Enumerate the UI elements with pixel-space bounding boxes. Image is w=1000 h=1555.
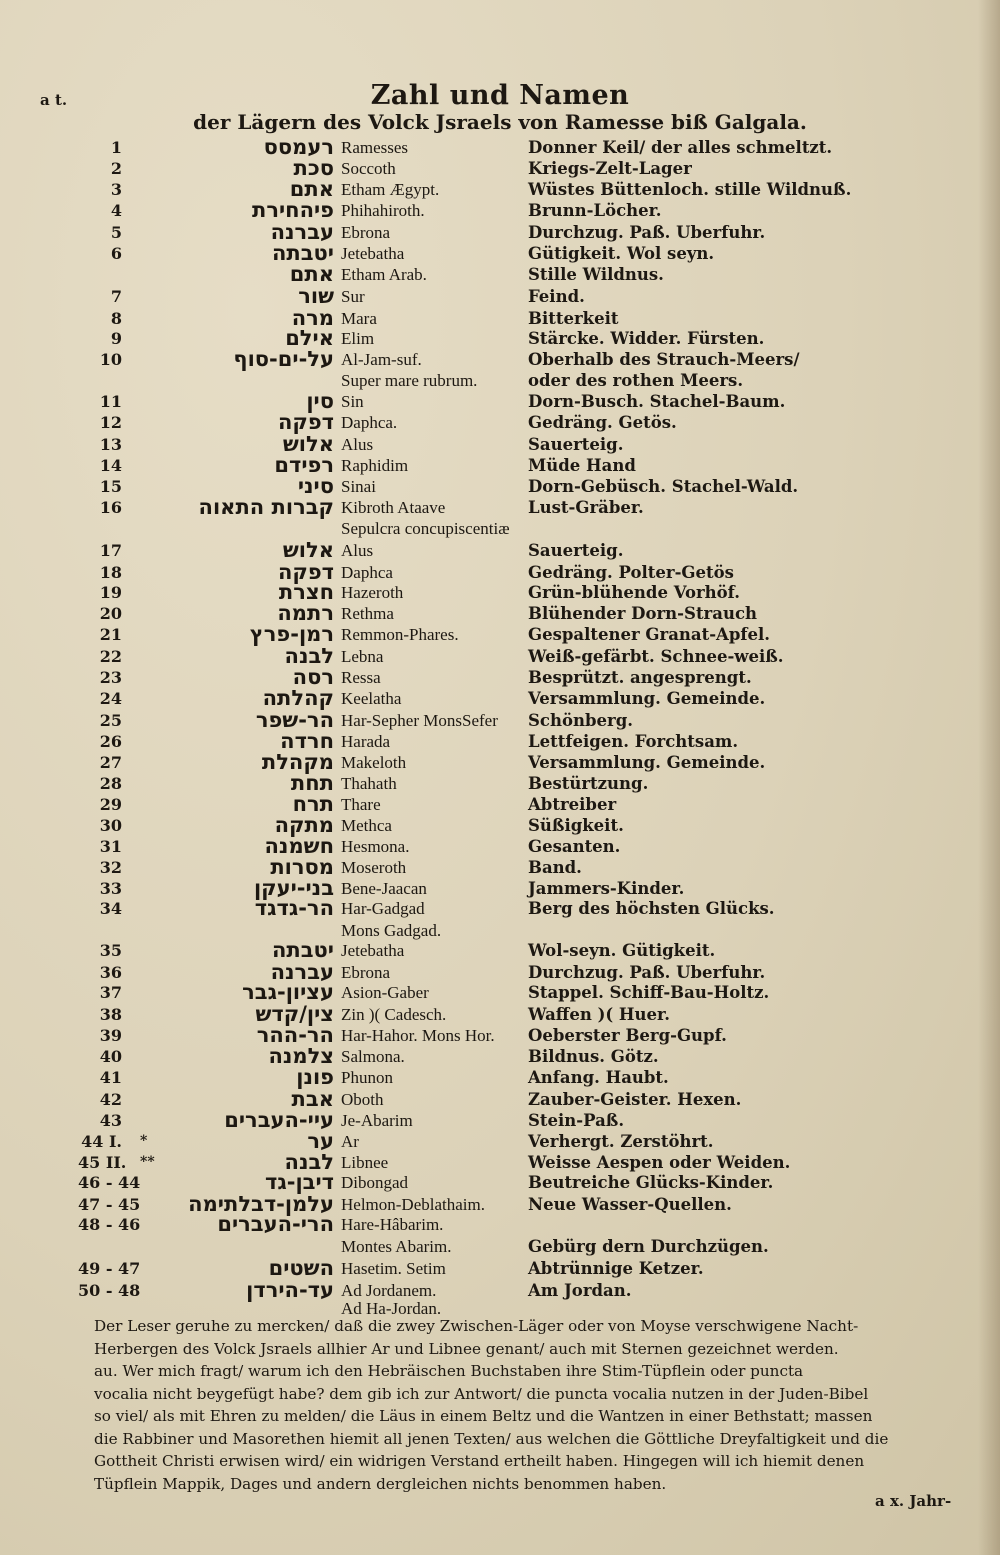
hebrew-name: לבנה	[284, 1150, 334, 1174]
hebrew-name: רתמה	[277, 601, 334, 625]
german-meaning: Zauber-Geister. Hexen.	[528, 1090, 742, 1109]
table-row	[0, 710, 1000, 731]
table-row	[0, 1131, 1000, 1152]
table-row	[0, 731, 1000, 752]
table-row	[0, 1089, 1000, 1110]
table-row	[0, 667, 1000, 688]
station-number: 9	[110, 329, 122, 348]
hebrew-name: לבנה	[284, 644, 334, 668]
table-row	[0, 222, 1000, 243]
german-meaning: Durchzug. Paß. Uberfuhr.	[528, 223, 766, 242]
table-row	[0, 1046, 1000, 1067]
page-catchword: a x. Jahr-	[875, 1492, 952, 1510]
table-row	[0, 391, 1000, 412]
station-number: 26	[99, 732, 122, 751]
german-meaning: Abtreiber	[528, 795, 617, 814]
hebrew-name: אתם	[289, 177, 334, 201]
hebrew-name: חשמנה	[264, 834, 334, 858]
table-row	[0, 1236, 1000, 1257]
station-number: 33	[99, 879, 122, 898]
table-row	[0, 264, 1000, 285]
german-meaning: Bildnus. Götz.	[528, 1047, 659, 1066]
latin-name: Sur	[341, 287, 365, 306]
station-number: 8	[110, 309, 122, 328]
station-number: 48 - 46	[78, 1215, 141, 1234]
station-number: 36	[99, 963, 122, 982]
hebrew-name: עיי-העברים	[224, 1108, 334, 1132]
german-meaning: Sauerteig.	[528, 541, 624, 560]
german-meaning: Stappel. Schiff-Bau-Holtz.	[528, 983, 770, 1002]
latin-name: Lebna	[341, 647, 384, 666]
latin-name: Kibroth Ataave	[341, 498, 446, 517]
german-meaning: Schönberg.	[528, 711, 633, 730]
station-number: 31	[99, 837, 122, 856]
station-number: 46 - 44	[78, 1173, 141, 1192]
latin-name: Alus	[341, 541, 374, 560]
table-row	[0, 200, 1000, 221]
latin-name: Mons Gadgad.	[341, 921, 442, 940]
page-title: Zahl und Namen	[370, 80, 630, 111]
table-row	[0, 646, 1000, 667]
station-number: 47 - 45	[78, 1195, 141, 1214]
german-meaning: Versammlung. Gemeinde.	[528, 753, 766, 772]
latin-name: Ebrona	[341, 963, 391, 982]
station-number: 29	[99, 795, 122, 814]
hebrew-name: קהלתה	[262, 686, 334, 710]
german-meaning: Wol-seyn. Gütigkeit.	[528, 941, 716, 960]
station-number: 4	[110, 201, 122, 220]
hebrew-name: אתם	[289, 262, 334, 286]
german-meaning: Donner Keil/ der alles schmeltzt.	[528, 138, 833, 157]
station-number: 1	[110, 138, 122, 157]
hebrew-name: חרדה	[280, 729, 334, 753]
station-number: 50 - 48	[78, 1281, 141, 1300]
hebrew-name: אילם	[285, 326, 334, 350]
station-number: 28	[99, 774, 122, 793]
footnote-line: so viel/ als mit Ehren zu melden/ die Läus in einem Beltz und die Wantzen in einer Bethstatt; massen	[94, 1407, 873, 1425]
station-number: 20	[99, 604, 122, 623]
latin-name: Phihahiroth.	[341, 201, 425, 220]
table-row	[0, 455, 1000, 476]
hebrew-name: צין/קדש	[255, 1002, 334, 1026]
latin-name: Jetebatha	[341, 244, 405, 263]
table-row	[0, 308, 1000, 329]
table-row	[0, 982, 1000, 1003]
german-meaning: Gespaltener Granat-Apfel.	[528, 625, 771, 644]
german-meaning: Stärcke. Widder. Fürsten.	[528, 329, 765, 348]
hebrew-name: מרה	[291, 306, 334, 330]
table-row	[0, 370, 1000, 391]
table-row	[0, 1152, 1000, 1173]
table-row	[0, 1004, 1000, 1025]
station-number: 22	[99, 647, 122, 666]
latin-name: Salmona.	[341, 1047, 405, 1066]
hebrew-name: הרי-העברים	[217, 1212, 334, 1236]
hebrew-name: אלוש	[282, 432, 334, 456]
latin-name: Ebrona	[341, 223, 391, 242]
german-meaning: Brunn-Löcher.	[528, 201, 662, 220]
table-row	[0, 920, 1000, 941]
german-meaning: Wüstes Büttenloch. stille Wildnuß.	[528, 180, 852, 199]
footnote-line: vocalia nicht beygefügt habe? dem gib ich zur Antwort/ die puncta vocalia nutzen in der Juden-Bibel	[94, 1384, 869, 1403]
latin-name: Montes Abarim.	[341, 1237, 452, 1256]
station-number: 21	[99, 625, 122, 644]
hebrew-name: השטים	[268, 1256, 334, 1280]
latin-name: Remmon-Phares.	[341, 625, 459, 644]
hebrew-name: עציון-גבר	[242, 980, 334, 1004]
latin-name: Super mare rubrum.	[341, 371, 478, 390]
latin-name: Elim	[341, 329, 375, 348]
german-meaning: Weiß-gefärbt. Schnee-weiß.	[528, 647, 784, 666]
hebrew-name: פיהחירת	[251, 198, 334, 222]
hebrew-name: רעמסס	[263, 135, 334, 159]
station-number: 32	[99, 858, 122, 877]
station-number: 27	[99, 753, 122, 772]
table-row	[0, 752, 1000, 773]
latin-name: Alus	[341, 435, 374, 454]
table-row	[0, 1258, 1000, 1279]
german-meaning: Lust-Gräber.	[528, 498, 644, 517]
table-row	[0, 857, 1000, 878]
german-meaning: Am Jordan.	[528, 1281, 632, 1300]
table-row	[0, 434, 1000, 455]
table-row	[0, 836, 1000, 857]
station-number: 24	[99, 689, 122, 708]
latin-name: Har-Hahor. Mons Hor.	[341, 1026, 495, 1045]
latin-name: Je-Abarim	[341, 1111, 413, 1130]
hebrew-name: קברות התאוה	[198, 495, 334, 519]
hebrew-name: עד-הירדן	[246, 1278, 334, 1302]
table-row	[0, 898, 1000, 919]
german-meaning: Anfang. Haubt.	[528, 1068, 669, 1087]
latin-name: Hazeroth	[341, 583, 404, 602]
table-row	[0, 286, 1000, 307]
footnote-line: au. Wer mich fragt/ warum ich den Hebräischen Buchstaben ihre Stim-Tüpflein oder puncta	[94, 1362, 804, 1380]
latin-name: Phunon	[341, 1068, 393, 1087]
latin-name: Jetebatha	[341, 941, 405, 960]
page-subtitle: der Lägern des Volck Jsraels von Ramesse biß Galgala.	[193, 110, 807, 134]
latin-name: Thare	[341, 795, 381, 814]
latin-name: Asion-Gaber	[341, 983, 429, 1002]
station-number: 6	[110, 244, 122, 263]
german-meaning: Bestürtzung.	[528, 774, 649, 793]
station-number: 14	[99, 456, 122, 475]
hebrew-name: תחת	[290, 771, 334, 795]
station-number: 11	[99, 392, 122, 411]
footnote-line: Herbergen des Volck Jsraels allhier Ar und Libnee genant/ auch mit Sternen gezeichnet werden.	[94, 1339, 839, 1358]
station-number: 39	[99, 1026, 122, 1045]
station-number: 34	[99, 899, 122, 918]
station-number: 10	[99, 350, 122, 369]
station-number: 44 I.	[81, 1132, 122, 1151]
german-meaning: Blühender Dorn-Strauch	[528, 604, 757, 623]
hebrew-name: מתקה	[274, 813, 334, 837]
latin-name: Zin )( Cadesch.	[341, 1005, 447, 1024]
station-number: 25	[99, 711, 122, 730]
latin-name: Oboth	[341, 1090, 384, 1109]
latin-name: Har-Gadgad	[341, 899, 425, 918]
hebrew-name: רמן-פרץ	[249, 622, 334, 646]
station-number: 15	[99, 477, 122, 496]
table-row	[0, 518, 1000, 539]
table-row	[0, 1194, 1000, 1215]
station-number: 43	[99, 1111, 122, 1130]
table-row	[0, 603, 1000, 624]
german-meaning: Oberhalb des Strauch-Meers/	[528, 350, 800, 369]
station-number: 5	[110, 223, 122, 242]
latin-name: Hare-Hâbarim.	[341, 1215, 444, 1234]
table-row	[0, 243, 1000, 264]
latin-name: Sin	[341, 392, 364, 411]
hebrew-name: הר-גדגד	[254, 896, 334, 920]
hebrew-name: הר-שפר	[255, 708, 334, 732]
table-row	[0, 497, 1000, 518]
latin-name: Hasetim. Setim	[341, 1259, 446, 1278]
german-meaning: Stille Wildnus.	[528, 265, 664, 284]
latin-name: Rethma	[341, 604, 394, 623]
hebrew-name: חצרת	[278, 580, 334, 604]
german-meaning: Gesanten.	[528, 837, 621, 856]
german-meaning: Weisse Aespen oder Weiden.	[528, 1153, 791, 1172]
german-meaning: Süßigkeit.	[528, 816, 624, 835]
latin-name: Libnee	[341, 1153, 389, 1172]
latin-name: Ad Ha-Jordan.	[341, 1299, 442, 1318]
latin-name: Daphca.	[341, 413, 398, 432]
hebrew-name: אלוש	[282, 538, 334, 562]
hebrew-name: סכת	[293, 156, 334, 180]
german-meaning: Abtrünnige Ketzer.	[528, 1259, 704, 1278]
table-row	[0, 1214, 1000, 1235]
footnote-line: die Rabbiner und Masorethen hiemit all jenen Texten/ aus welchen die Göttliche Dreyfaltigkeit und die	[94, 1429, 889, 1448]
german-meaning: Besprützt. angesprengt.	[528, 668, 752, 687]
hebrew-name: סין	[306, 389, 334, 413]
latin-name: Daphca	[341, 563, 393, 582]
german-meaning: Dorn-Busch. Stachel-Baum.	[528, 392, 786, 411]
hebrew-name: דפקה	[277, 560, 334, 584]
station-number: 19	[99, 583, 122, 602]
table-row	[0, 476, 1000, 497]
hebrew-name: אבת	[291, 1087, 334, 1111]
german-meaning: Stein-Paß.	[528, 1111, 625, 1130]
hebrew-name: בני-יעקן	[253, 876, 334, 900]
latin-name: Moseroth	[341, 858, 407, 877]
table-row	[0, 137, 1000, 158]
german-meaning: Sauerteig.	[528, 435, 624, 454]
latin-name: Helmon-Deblathaim.	[341, 1195, 485, 1214]
station-number: 40	[99, 1047, 122, 1066]
german-meaning: Bitterkeit	[528, 309, 619, 328]
table-row	[0, 940, 1000, 961]
station-number: 30	[99, 816, 122, 835]
german-meaning: Müde Hand	[528, 456, 636, 475]
station-number: 41	[99, 1068, 122, 1087]
table-row	[0, 1025, 1000, 1046]
table-row	[0, 962, 1000, 983]
hebrew-name: רסה	[292, 665, 334, 689]
german-meaning: Gütigkeit. Wol seyn.	[528, 244, 715, 263]
station-number: 12	[99, 413, 122, 432]
station-number: 45 II.	[78, 1153, 127, 1172]
footnote-line: Tüpflein Mappik, Dages und andern dergleichen nichts benommen haben.	[94, 1474, 667, 1493]
latin-name: Sinai	[341, 477, 376, 496]
german-meaning: Neue Wasser-Quellen.	[528, 1195, 732, 1214]
station-number: 37	[99, 983, 122, 1002]
table-row	[0, 773, 1000, 794]
german-meaning: Grün-blühende Vorhöf.	[528, 583, 740, 602]
latin-name: Ar	[341, 1132, 359, 1151]
german-meaning: Verhergt. Zerstöhrt.	[528, 1132, 714, 1151]
hebrew-name: תרח	[292, 792, 334, 816]
latin-name: Keelatha	[341, 689, 402, 708]
hebrew-name: שור	[298, 284, 334, 308]
table-row	[0, 1110, 1000, 1131]
german-meaning: Waffen )( Huer.	[528, 1005, 670, 1024]
hebrew-name: יטבתה	[271, 938, 334, 962]
hebrew-name: צלמנה	[268, 1044, 334, 1068]
table-row	[0, 540, 1000, 561]
station-number: 13	[99, 435, 122, 454]
latin-name: Ressa	[341, 668, 381, 687]
hebrew-name: ער	[307, 1129, 334, 1153]
hebrew-name: פונן	[296, 1065, 334, 1089]
table-row	[0, 794, 1000, 815]
hebrew-name: מקהלת	[261, 750, 334, 774]
latin-name: Makeloth	[341, 753, 407, 772]
station-number: 17	[99, 541, 122, 560]
table-row	[0, 328, 1000, 349]
table-row	[0, 688, 1000, 709]
station-number: 16	[99, 498, 122, 517]
hebrew-name: הר-ההר	[256, 1023, 334, 1047]
german-meaning: Feind.	[528, 287, 585, 306]
latin-name: Thahath	[341, 774, 397, 793]
latin-name: Raphidim	[341, 456, 409, 475]
german-meaning: Lettfeigen. Forchtsam.	[528, 732, 739, 751]
station-number: 7	[110, 287, 122, 306]
latin-name: Etham Ægypt.	[341, 180, 440, 199]
latin-name: Bene-Jaacan	[341, 879, 427, 898]
hebrew-name: על-ים-סוף	[233, 347, 334, 371]
latin-name: Ramesses	[341, 138, 409, 157]
star-marker: *	[140, 1133, 148, 1149]
station-number: 38	[99, 1005, 122, 1024]
latin-name: Hesmona.	[341, 837, 410, 856]
station-number: 23	[99, 668, 122, 687]
german-meaning: Versammlung. Gemeinde.	[528, 689, 766, 708]
latin-name: Mara	[341, 309, 377, 328]
latin-name: Etham Arab.	[341, 265, 427, 284]
hebrew-name: יטבתה	[271, 241, 334, 265]
german-meaning: Durchzug. Paß. Uberfuhr.	[528, 963, 766, 982]
hebrew-name: עברנה	[270, 220, 334, 244]
german-meaning: Beutreiche Glücks-Kinder.	[528, 1173, 774, 1192]
table-row	[0, 878, 1000, 899]
table-row	[0, 562, 1000, 583]
hebrew-name: סיני	[297, 474, 334, 498]
german-meaning: Berg des höchsten Glücks.	[528, 899, 775, 918]
hebrew-name: רפידם	[274, 453, 334, 477]
hebrew-name: עלמן-דבלתימה	[188, 1192, 334, 1216]
table-row	[0, 624, 1000, 645]
german-meaning: Gedräng. Getös.	[528, 413, 677, 432]
latin-name: Harada	[341, 732, 391, 751]
latin-name: Al-Jam-suf.	[341, 350, 422, 369]
table-row	[0, 412, 1000, 433]
table-row	[0, 1067, 1000, 1088]
german-meaning: Band.	[528, 858, 582, 877]
star-marker: **	[140, 1154, 155, 1170]
hebrew-name: עברנה	[270, 960, 334, 984]
table-row	[0, 158, 1000, 179]
table-row	[0, 815, 1000, 836]
german-meaning: Gedräng. Polter-Getös	[528, 563, 734, 582]
page-signature-left: a t.	[40, 91, 68, 109]
german-meaning: Kriegs-Zelt-Lager	[528, 159, 692, 178]
latin-name: Methca	[341, 816, 392, 835]
latin-name: Har-Sepher MonsSefer	[341, 711, 498, 730]
latin-name: Dibongad	[341, 1173, 409, 1192]
station-number: 35	[99, 941, 122, 960]
german-meaning: Gebürg dern Durchzügen.	[528, 1237, 769, 1256]
german-meaning: Oeberster Berg-Gupf.	[528, 1026, 727, 1045]
german-meaning: Dorn-Gebüsch. Stachel-Wald.	[528, 477, 799, 496]
latin-name: Soccoth	[341, 159, 396, 178]
latin-name: Ad Jordanem.	[341, 1281, 437, 1300]
hebrew-name: דיבן-גד	[265, 1170, 334, 1194]
hebrew-name: דפקה	[277, 410, 334, 434]
station-number: 42	[99, 1090, 122, 1109]
station-number: 49 - 47	[78, 1259, 141, 1278]
latin-name: Sepulcra concupiscentiæ	[341, 519, 510, 538]
station-number: 2	[110, 159, 122, 178]
german-meaning: Jammers-Kinder.	[528, 879, 685, 898]
german-meaning: oder des rothen Meers.	[528, 371, 744, 390]
table-row	[0, 582, 1000, 603]
table-row	[0, 1172, 1000, 1193]
table-row	[0, 349, 1000, 370]
station-number: 18	[99, 563, 122, 582]
station-number: 3	[110, 180, 122, 199]
footnote-line: Der Leser geruhe zu mercken/ daß die zwey Zwischen-Läger oder von Moyse verschwigene Nacht-	[94, 1317, 859, 1335]
footnote-line: Gottheit Christi erwisen wird/ ein widrigen Verstand ertheilt haben. Hingegen will ich hiemit denen	[94, 1452, 865, 1470]
table-row	[0, 179, 1000, 200]
hebrew-name: מסרות	[270, 855, 334, 879]
